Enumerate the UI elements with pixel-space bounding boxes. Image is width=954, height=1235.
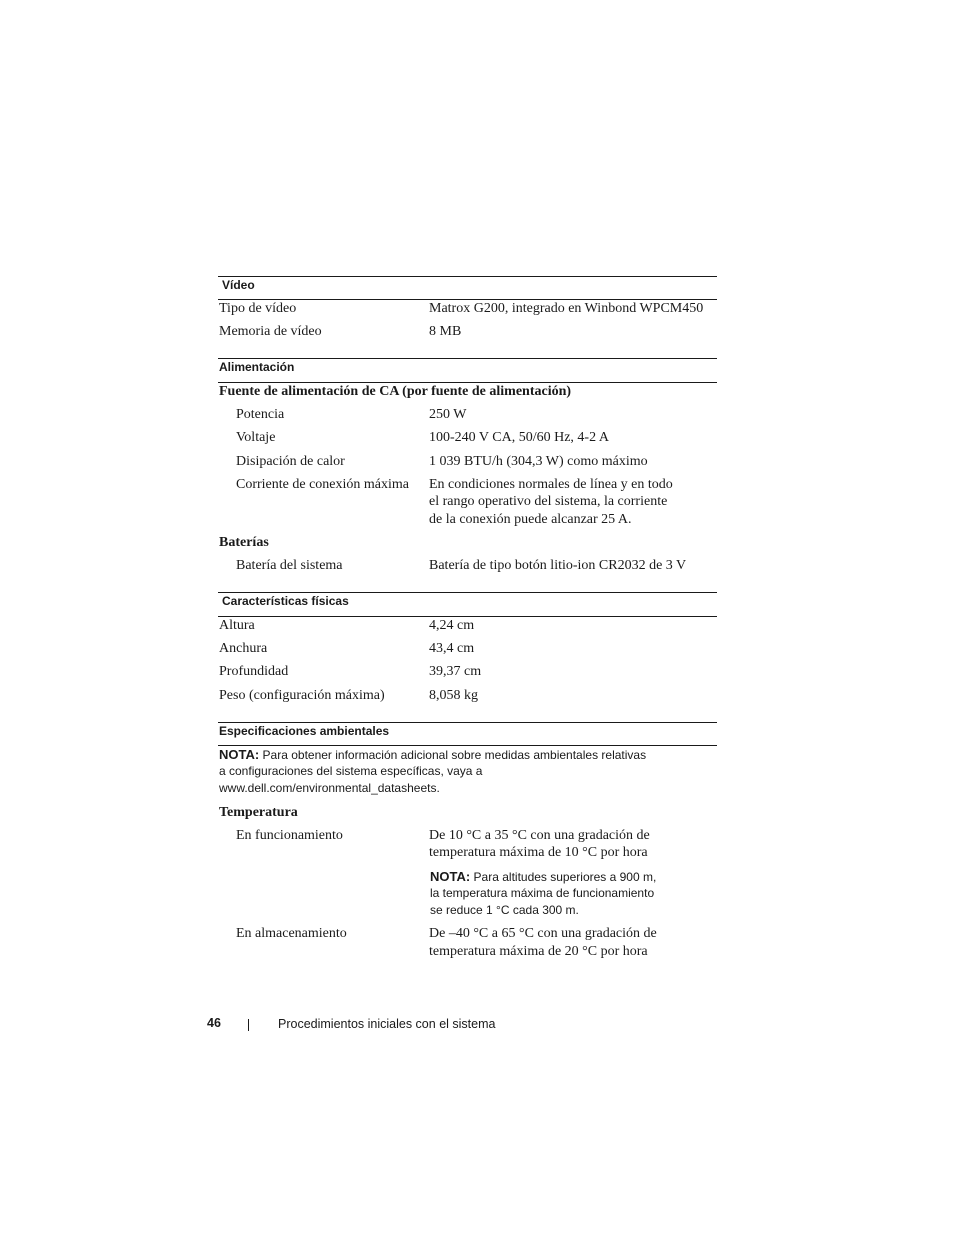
environmental-note (219, 746, 646, 764)
power-section-heading: Alimentación (219, 360, 295, 374)
inrush-current-value-line: el rango operativo del sistema, la corriente (429, 494, 668, 509)
depth-label: Profundidad (219, 664, 289, 679)
operating-label: En funcionamiento (236, 828, 343, 843)
datasheets-link[interactable]: www.dell.com/environmental_datasheets. (219, 781, 440, 795)
note-text-line: a configuraciones del sistema específicas, vaya a (219, 764, 483, 778)
operating-note-line: se reduce 1 °C cada 300 m. (430, 903, 579, 917)
footer-section-title: Procedimientos iniciales con el sistema (278, 1017, 496, 1031)
physical-section-heading: Características físicas (222, 594, 349, 608)
storage-value-line: temperatura máxima de 20 °C por hora (429, 944, 648, 959)
weight-label: Peso (configuración máxima) (219, 688, 385, 703)
operating-note-line: la temperatura máxima de funcionamiento (430, 886, 655, 900)
video-type-label: Tipo de vídeo (219, 301, 297, 316)
height-value: 4,24 cm (429, 618, 475, 633)
wattage-value: 250 W (429, 407, 467, 422)
heat-dissipation-label: Disipación de calor (236, 454, 345, 469)
video-memory-label: Memoria de vídeo (219, 324, 322, 339)
page-number: 46 (207, 1016, 221, 1030)
section-rule-top (218, 358, 717, 359)
operating-value-line: De 10 °C a 35 °C con una gradación de (429, 828, 650, 843)
storage-value-line: De –40 °C a 65 °C con una gradación de (429, 926, 657, 941)
video-memory-value: 8 MB (429, 324, 462, 339)
note-label: NOTA: (219, 747, 260, 762)
width-value: 43,4 cm (429, 641, 475, 656)
environmental-section-heading: Especificaciones ambientales (219, 724, 390, 738)
weight-value: 8,058 kg (429, 688, 478, 703)
voltage-value: 100-240 V CA, 50/60 Hz, 4-2 A (429, 430, 609, 445)
voltage-label: Voltaje (236, 430, 276, 445)
width-label: Anchura (219, 641, 268, 656)
operating-note (430, 868, 656, 886)
note-label: NOTA: (430, 869, 471, 884)
section-rule-top (218, 276, 717, 277)
height-label: Altura (219, 618, 255, 633)
batteries-heading: Baterías (219, 535, 269, 550)
section-rule-top (218, 592, 717, 593)
video-section-heading: Vídeo (222, 278, 255, 292)
system-battery-label: Batería del sistema (236, 558, 343, 573)
inrush-current-value-line: de la conexión puede alcanzar 25 A. (429, 512, 632, 527)
inrush-current-value-line: En condiciones normales de línea y en todo (429, 477, 673, 492)
wattage-label: Potencia (236, 407, 285, 422)
ac-supply-heading: Fuente de alimentación de CA (por fuente de alimentación) (219, 384, 572, 399)
depth-value: 39,37 cm (429, 664, 482, 679)
footer-separator (248, 1019, 249, 1031)
operating-value-line: temperatura máxima de 10 °C por hora (429, 845, 648, 860)
section-rule-top (218, 722, 717, 723)
video-type-value: Matrox G200, integrado en Winbond WPCM450 (429, 301, 704, 316)
system-battery-value: Batería de tipo botón litio-ion CR2032 de 3 V (429, 558, 687, 573)
temperature-heading: Temperatura (219, 805, 298, 820)
note-text-line: Para obtener información adicional sobre medidas ambientales relativas (262, 748, 647, 762)
storage-label: En almacenamiento (236, 926, 347, 941)
heat-dissipation-value: 1 039 BTU/h (304,3 W) como máximo (429, 454, 648, 469)
operating-note-line: Para altitudes superiores a 900 m, (473, 870, 657, 884)
inrush-current-label: Corriente de conexión máxima (236, 477, 409, 492)
